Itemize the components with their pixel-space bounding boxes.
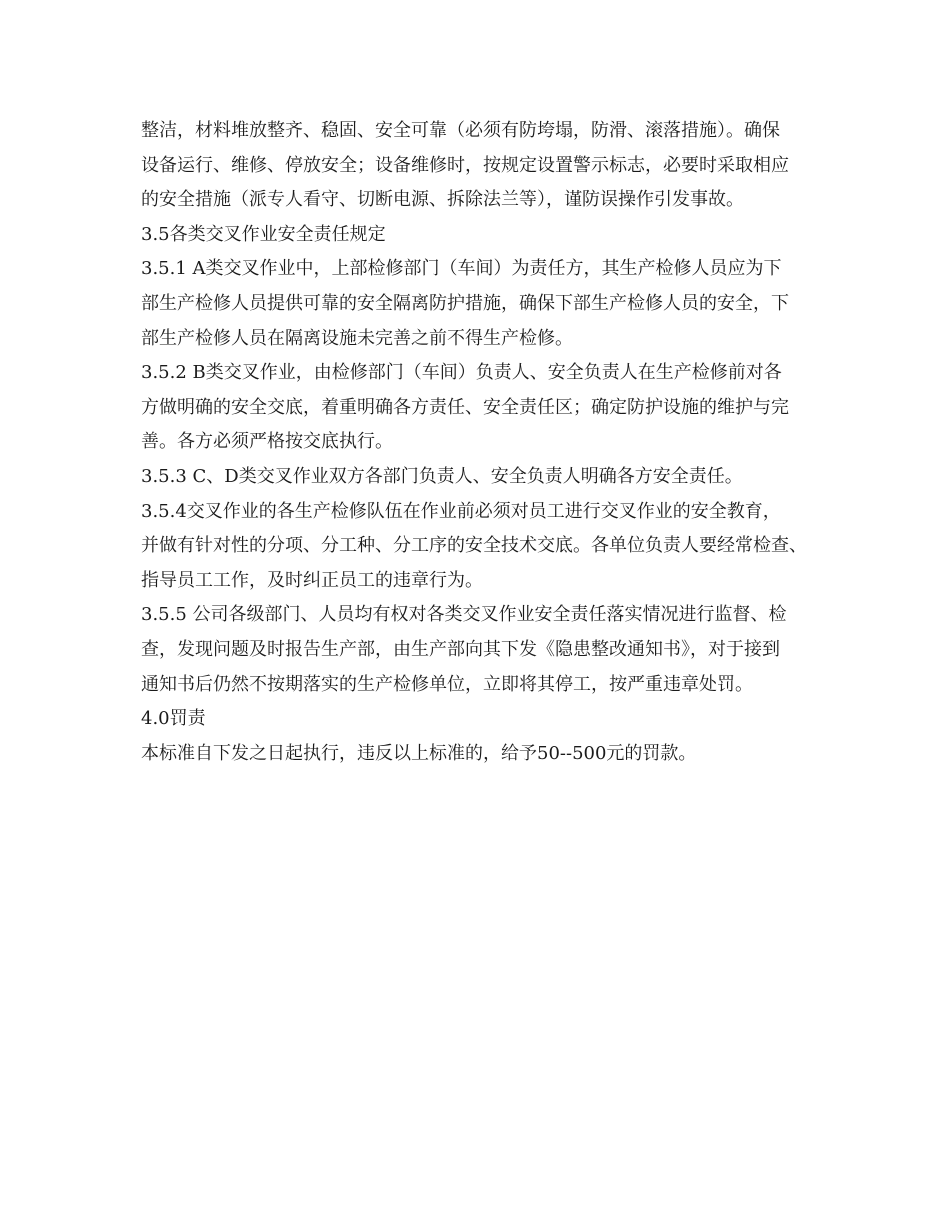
text-line: 3.5.5 公司各级部门、人员均有权对各类交叉作业安全责任落实情况进行监督、检 bbox=[141, 604, 787, 626]
text-line: 3.5.2 B类交叉作业，由检修部门（车间）负责人、安全负责人在生产检修前对各 bbox=[141, 362, 782, 384]
text-line: 指导员工工作，及时纠正员工的违章行为。 bbox=[141, 569, 483, 591]
text-line: 3.5.4交叉作业的各生产检修队伍在作业前必须对员工进行交叉作业的安全教育， bbox=[141, 500, 781, 522]
text-line: 并做有针对性的分项、分工种、分工序的安全技术交底。各单位负责人要经常检查、 bbox=[141, 535, 807, 557]
text-line: 查，发现问题及时报告生产部，由生产部向其下发《隐患整改通知书》，对于接到 bbox=[141, 638, 780, 660]
text-line: 部生产检修人员提供可靠的安全隔离防护措施，确保下部生产检修人员的安全，下 bbox=[141, 292, 789, 314]
text-line: 3.5.1 A类交叉作业中，上部检修部门（车间）为责任方，其生产检修人员应为下 bbox=[141, 258, 782, 280]
text-line: 的安全措施（派专人看守、切断电源、拆除法兰等），谨防误操作引发事故。 bbox=[141, 189, 744, 211]
text-line: 本标准自下发之日起执行，违反以上标准的，给予50--500元的罚款。 bbox=[141, 742, 697, 764]
document-body bbox=[141, 114, 821, 771]
text-line: 3.5.3 C、D类交叉作业双方各部门负责人、安全负责人明确各方安全责任。 bbox=[141, 465, 743, 487]
text-line: 通知书后仍然不按期落实的生产检修单位，立即将其停工，按严重违章处罚。 bbox=[141, 673, 753, 695]
text-line: 部生产检修人员在隔离设施未完善之前不得生产检修。 bbox=[141, 327, 573, 349]
section-heading: 4.0罚责 bbox=[141, 708, 206, 730]
text-line: 设备运行、维修、停放安全；设备维修时，按规定设置警示标志，必要时采取相应 bbox=[141, 154, 789, 176]
text-line: 方做明确的安全交底，着重明确各方责任、安全责任区；确定防护设施的维护与完 bbox=[141, 396, 789, 418]
text-line: 善。各方必须严格按交底执行。 bbox=[141, 431, 393, 453]
text-line: 整洁，材料堆放整齐、稳固、安全可靠（必须有防垮塌，防滑、滚落措施）。确保 bbox=[141, 120, 780, 141]
section-heading: 3.5各类交叉作业安全责任规定 bbox=[141, 223, 386, 245]
